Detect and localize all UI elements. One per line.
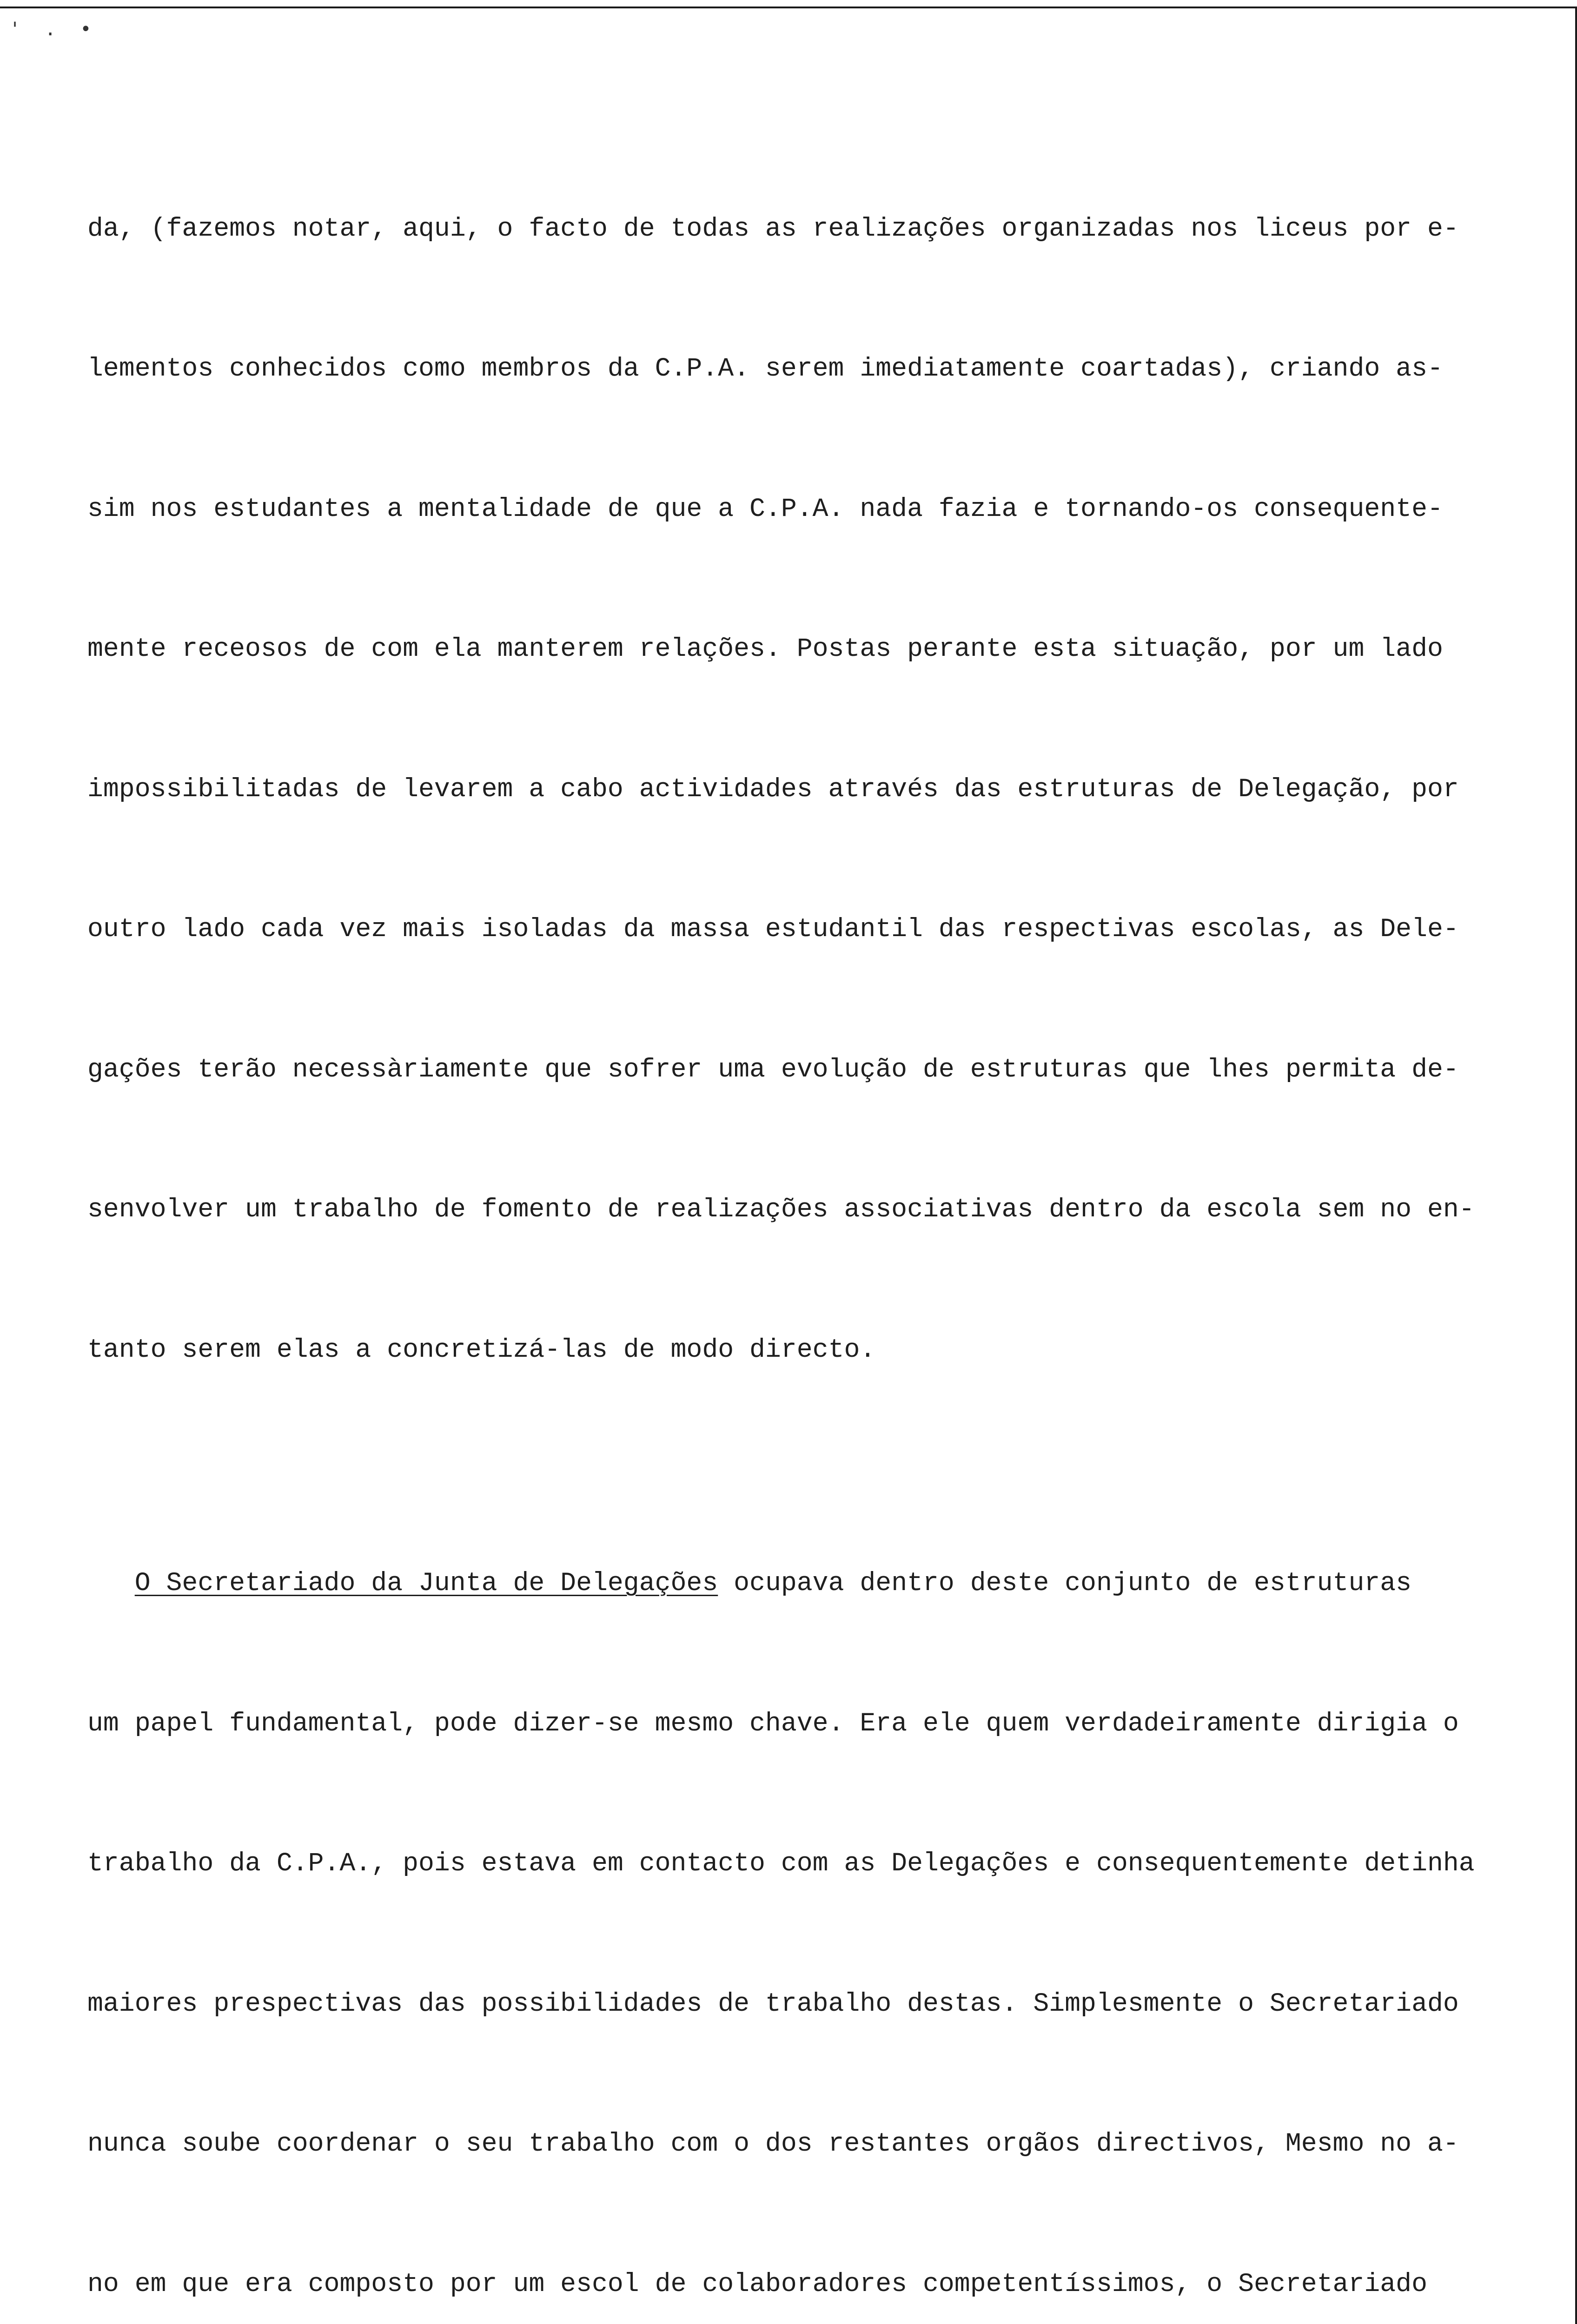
text-line: senvolver um trabalho de fomento de realizações associativas dentro da escola sem no en-: [87, 1195, 1475, 1224]
right-border-line: [1575, 7, 1577, 2324]
text-line: maiores prespectivas das possibilidades de trabalho destas. Simplesmente o Secretariado: [87, 1988, 1459, 2019]
body-text: [87, 65, 1561, 2324]
text-line: nunca soube coordenar o seu trabalho com o dos restantes orgãos directivos, Mesmo no a-: [87, 2129, 1459, 2159]
text-line: impossibilitadas de levarem a cabo actividades através das estruturas de Delegação, por: [87, 774, 1459, 804]
text-line: lementos conhecidos como membros da C.P.A. serem imediatamente coartadas), criando as-: [87, 354, 1443, 383]
text-line: da, (fazemos notar, aqui, o facto de todas as realizações organizadas nos liceus por e-: [87, 213, 1459, 244]
paragraph-first-line: [87, 1560, 1561, 1607]
text-line: outro lado cada vez mais isoladas da massa estudantil das respectivas escolas, as Dele-: [87, 914, 1459, 944]
text-line: trabalho da C.P.A., pois estava em contacto com as Delegações e consequentemente detinha: [87, 1849, 1475, 1878]
section-heading-secretariado: O Secretariado da Junta de Delegações: [134, 1568, 718, 1598]
text-fragment: ocupava dentro deste conjunto de estruturas: [718, 1568, 1412, 1598]
text-line: sim nos estudantes a mentalidade de que a C.P.A. nada fazia e tornando-os consequente-: [87, 494, 1443, 524]
text-line: no em que era composto por um escol de colaboradores competentíssimos, o Secretariado: [87, 2269, 1427, 2299]
margin-marks: ' . •: [9, 19, 98, 40]
text-line: um papel fundamental, pode dizer-se mesmo chave. Era ele quem verdadeiramente dirigia o: [87, 1708, 1459, 1738]
text-line: mente receosos de com ela manterem relações. Postas perante esta situação, por um lado: [87, 634, 1443, 664]
text-line: tanto serem elas a concretizá-las de modo directo.: [87, 1334, 876, 1365]
text-line: gações terão necessàriamente que sofrer uma evolução de estruturas que lhes permita de-: [87, 1054, 1459, 1084]
top-border-line: [0, 7, 1577, 8]
